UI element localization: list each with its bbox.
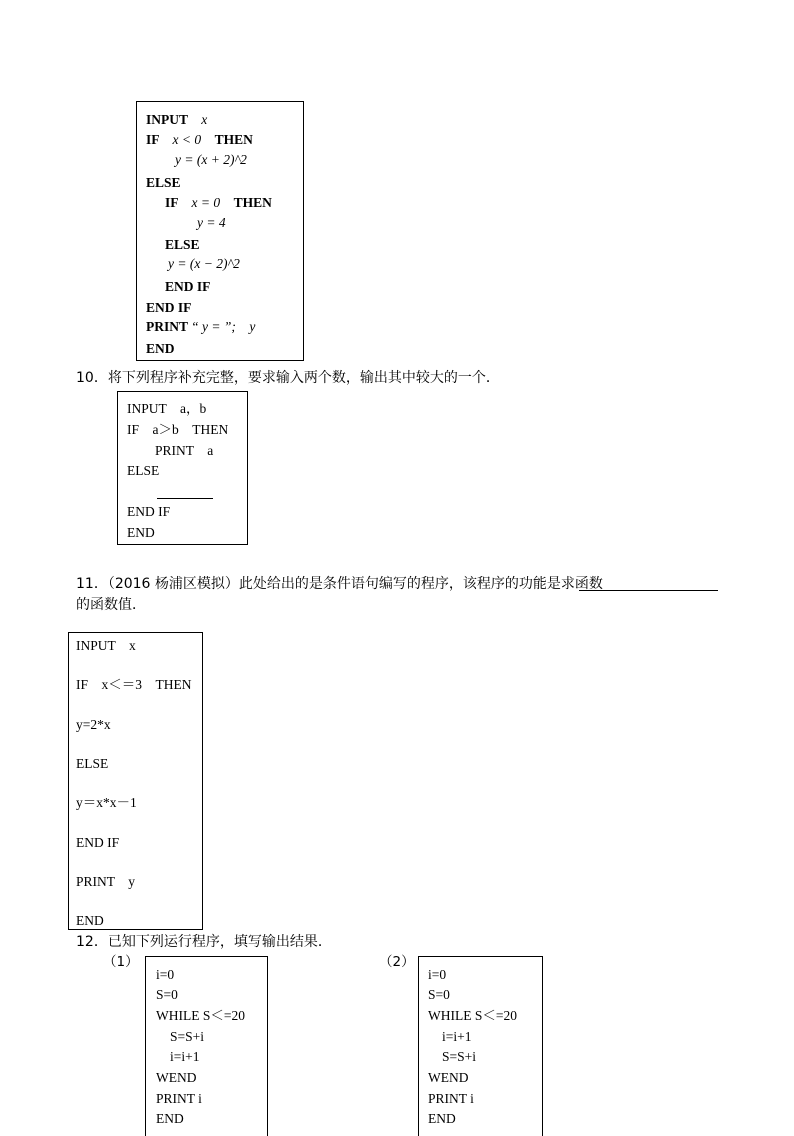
code-line: y = (x − 2)^2 (168, 256, 240, 271)
code-line: i=i+1 (442, 1029, 472, 1044)
keyword: THEN (214, 132, 253, 147)
code-line: END (156, 1111, 184, 1126)
code-line: S=S+i (170, 1029, 204, 1044)
code-line: ELSE (165, 237, 200, 252)
question-12-text: 12．已知下列运行程序，填写输出结果． (76, 934, 332, 950)
variable: y (249, 319, 256, 334)
code-line: END (146, 341, 175, 356)
program-box-11 (68, 632, 203, 930)
program-box-9 (136, 101, 304, 361)
code-line: ELSE (76, 756, 109, 771)
code-line: S=0 (156, 987, 178, 1002)
keyword: IF (146, 132, 159, 147)
code-line: IF x＜＝3 THEN (76, 677, 192, 692)
code-line (146, 113, 207, 127)
code-line: WHILE S＜=20 (428, 1008, 517, 1023)
string: “ y = ”; (191, 319, 236, 334)
program-box-10 (117, 391, 248, 545)
sub-label-1: （1） (103, 954, 139, 970)
code-line: INPUT a，b (127, 401, 207, 416)
condition: x = 0 (191, 195, 221, 210)
program-box-12-2 (418, 956, 543, 1136)
keyword: THEN (233, 195, 272, 210)
code-line: S=S+i (442, 1049, 476, 1064)
program-box-12-1 (145, 956, 268, 1136)
code-line: WHILE S＜=20 (156, 1008, 245, 1023)
code-line: PRINT i (428, 1091, 474, 1106)
keyword: INPUT (146, 112, 188, 127)
code-line: END IF (165, 279, 211, 294)
code-line (165, 196, 272, 210)
code-line: y=2*x (76, 717, 111, 732)
code-line: y = (x + 2)^2 (175, 152, 247, 167)
code-line: INPUT x (76, 638, 136, 653)
sub-label-2: （2） (379, 954, 415, 970)
code-line: END (127, 525, 155, 540)
code-line: END (76, 913, 104, 928)
code-line: PRINT a (155, 443, 214, 458)
code-line: END (428, 1111, 456, 1126)
code-line: END IF (146, 300, 192, 315)
code-line (146, 133, 253, 147)
question-11-text-cont: 的函数值． (76, 597, 146, 613)
code-line: IF a＞b THEN (127, 422, 229, 437)
code-line: i=0 (156, 967, 175, 982)
code-line: ELSE (146, 175, 181, 190)
code-line: WEND (428, 1070, 469, 1085)
condition: x < 0 (172, 132, 202, 147)
code-line: y＝x*x－1 (76, 795, 137, 810)
variable: x (201, 112, 208, 127)
code-line: PRINT y (76, 874, 136, 889)
code-line: S=0 (428, 987, 450, 1002)
keyword: IF (165, 195, 178, 210)
code-line: i=i+1 (170, 1049, 200, 1064)
question-11-text: 11．（2016 杨浦区模拟）此处给出的是条件语句编写的程序，该程序的功能是求函数 (76, 576, 603, 592)
code-line: WEND (156, 1070, 197, 1085)
code-line: ELSE (127, 463, 160, 478)
answer-blank[interactable] (157, 498, 213, 499)
code-line: END IF (76, 835, 120, 850)
code-line (146, 320, 255, 334)
keyword: PRINT (146, 319, 188, 334)
code-line: END IF (127, 504, 171, 519)
answer-blank[interactable] (579, 590, 718, 591)
code-line: y = 4 (197, 215, 226, 230)
question-10-text: 10．将下列程序补充完整，要求输入两个数，输出其中较大的一个． (76, 370, 500, 386)
code-line: PRINT i (156, 1091, 202, 1106)
code-line: i=0 (428, 967, 447, 982)
